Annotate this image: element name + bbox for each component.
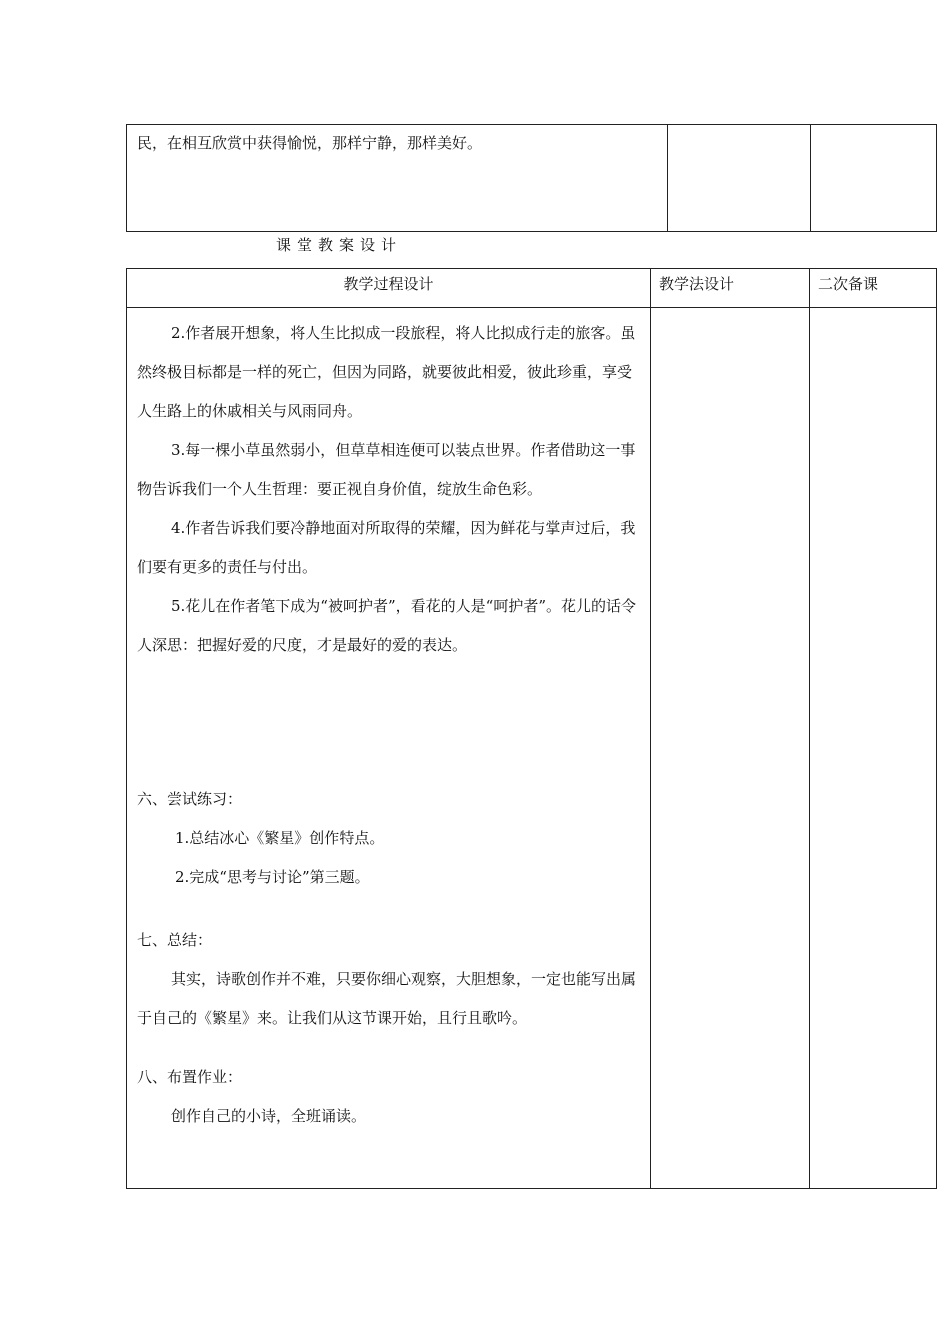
section-7-text: 其实，诗歌创作并不难，只要你细心观察，大胆想象，一定也能写出属于自己的《繁星》来。让我们从这节课开始，且行且歌吟。 [137,970,637,1027]
paragraph-item-2: 2.作者展开想象，将人生比拟成一段旅程，将人比拟成行走的旅客。虽然终极目标都是一样的死亡，但因为同路，就要彼此相爱，彼此珍重，享受人生路上的休戚相关与风雨同舟。 [137,324,636,420]
section-6-title: 六、尝试练习： [137,790,243,808]
top-continuation-table [126,124,937,232]
top-method-cell [668,125,811,232]
header-process-cell [127,269,651,308]
lesson-plan-table [126,268,937,1189]
revision-content-cell [810,308,937,1189]
section-7-title: 七、总结： [137,931,213,949]
header-method-cell [651,269,810,308]
section-6-item-1: 1.总结冰心《繁星》创作特点。 [175,829,385,847]
page-heading: 课堂教案设计 [276,236,403,254]
process-content-cell [127,308,651,1189]
top-revision-cell [811,125,937,232]
top-process-cell [127,125,668,232]
section-8-text: 创作自己的小诗，全班诵读。 [171,1107,367,1125]
header-method: 教学法设计 [659,275,735,293]
header-revision-cell [810,269,937,308]
paragraph-item-5: 5.花儿在作者笔下成为“被呵护者”，看花的人是“呵护者”。花儿的话令人深思：把握好爱的尺度，才是最好的爱的表达。 [137,597,636,654]
section-6-item-2: 2.完成“思考与讨论”第三题。 [175,868,370,886]
header-process: 教学过程设计 [343,275,434,293]
method-content-cell [651,308,810,1189]
header-revision: 二次备课 [818,275,879,293]
section-8-title: 八、布置作业： [137,1068,243,1086]
paragraph-item-3: 3.每一棵小草虽然弱小，但草草相连便可以装点世界。作者借助这一事物告诉我们一个人生哲理：要正视自身价值，绽放生命色彩。 [137,441,636,498]
top-row-text: 民，在相互欣赏中获得愉悦，那样宁静，那样美好。 [137,134,483,152]
paragraph-item-4: 4.作者告诉我们要冷静地面对所取得的荣耀，因为鲜花与掌声过后，我们要有更多的责任与付出。 [137,519,636,576]
